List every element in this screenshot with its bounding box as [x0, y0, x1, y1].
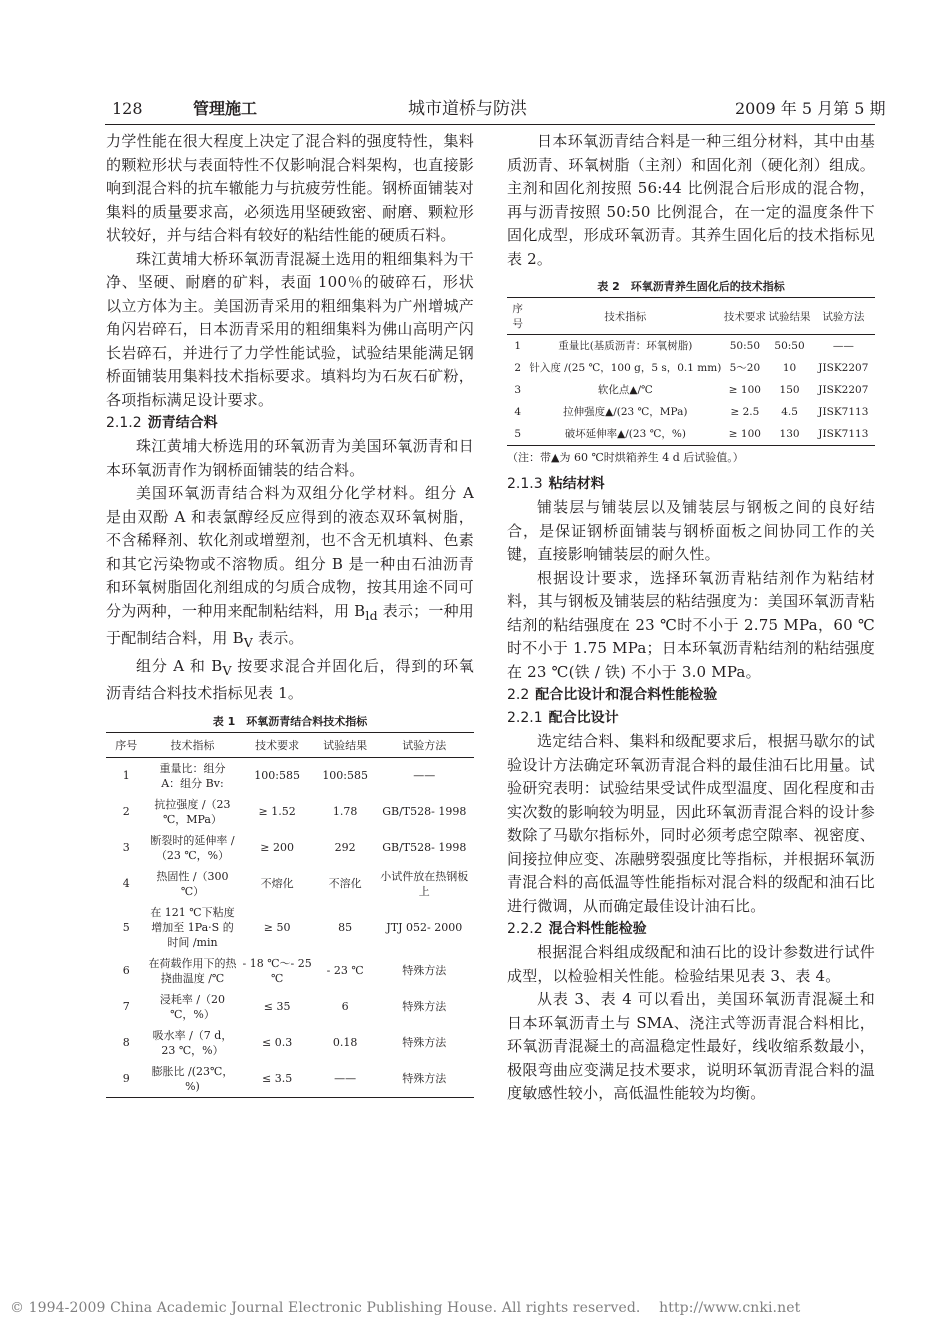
section-number: 2.2 [507, 687, 530, 703]
table-cell: 0.18 [332, 1036, 358, 1049]
table-cell: 150 [779, 384, 800, 396]
section-number: 2.2.2 [507, 921, 543, 937]
table-cell: 不溶化 [328, 877, 362, 890]
table-cell: 5～20 [729, 362, 761, 374]
table-cell: 2 [514, 362, 521, 374]
paragraph: 珠江黄埔大桥选用的环氧沥青为美国环氧沥青和日本环氧沥青作为钢桥面铺装的结合料。 [106, 437, 474, 479]
paragraph: 日本环氧沥青结合料是一种三组分材料，其中由基质沥青、环氧树脂（主剂）和固化剂（硬化剂）组成。主剂和固化剂按照 56:44 比例混合后形成的混合物，再与沥青按照 50:50 比例混合，在一定的温度条件下固化成型，形成环氧沥青。其养生固化后的技术指标见表 2。 [507, 132, 875, 268]
table-header-cell: 试验结果 [767, 298, 811, 335]
text-run: 表示。 [253, 629, 304, 647]
table-row [106, 866, 474, 902]
table-cell: 重量比(基质沥青：环氧树脂) [558, 340, 693, 352]
table-cell: 重量比：组分 A：组分 Bv: [159, 761, 226, 790]
table-cell: 拉伸强度▲/(23 ℃，MPa) [563, 406, 688, 418]
table-cell: 断裂时的延伸率 /（23 ℃，%） [150, 833, 235, 862]
section-number: 2.2.1 [507, 710, 543, 726]
table-cell: 特殊方法 [375, 1061, 474, 1098]
table-header-cell: 技术要求 [722, 298, 767, 335]
table-cell: 软化点▲/℃ [597, 384, 653, 396]
table-cell: 4.5 [781, 406, 798, 418]
table-cell: 针入度 /(25 ℃，100 g，5 s，0.1 mm) [529, 362, 722, 374]
table-row [106, 1061, 474, 1098]
table-cell: JISK2207 [818, 362, 869, 374]
paragraph: 珠江黄埔大桥环氧沥青混凝土选用的粗细集料为干净、坚硬、耐磨的矿料，表面 100％的破碎石，形状以立方体为主。美国沥青采用的粗细集料为广州增城产角闪岩碎石，日本沥青采用的粗细集料为佛山高明产闪长岩碎石，并进行了力学性能试验，试验结果能满足钢桥面铺装用集料技术指标要求。填料均为石灰石矿粉，各项指标满足设计要求。 [106, 249, 474, 409]
section-title: 配合比设计 [548, 710, 619, 726]
section-name: 管理施工 [193, 99, 258, 118]
paragraph: 铺装层与铺装层以及铺装层与钢板之间的良好结合，是保证钢桥面铺装与钢桥面板之间协同工作的关键，直接影响铺装层的耐久性。 [507, 498, 875, 563]
journal-title: 城市道桥与防洪 [408, 99, 527, 119]
table-header-cell: 技术指标 [146, 732, 238, 757]
table-cell: ≥ 1.52 [258, 805, 296, 818]
table-cell: 特殊方法 [402, 1000, 447, 1013]
table-cell: 在荷载作用下的热挠曲温度 /℃ [148, 956, 237, 985]
table-row [106, 794, 474, 830]
section-title: 沥青结合料 [147, 415, 218, 431]
table-cell: 热固性 /（300 ℃） [156, 869, 229, 898]
header-rule [105, 124, 875, 125]
text-run: 美国环氧沥青结合料为双组分化学材料。组分 A 是由双酚 A 和表氯醇经反应得到的液态双环氧树脂，不含稀释剂、软化剂或增塑剂，也不含无机填料、色素和其它污染物或不溶物质。组分 B 是一种由石油沥青和环氧树脂固化剂组成的匀质合成物，按其用途不同可分为两种，一种用来配制粘结料，用 B [106, 484, 474, 620]
table-cell: —— [316, 1061, 375, 1098]
table-cell: JISK7113 [812, 423, 875, 446]
table-cell: 100:585 [254, 769, 300, 782]
table-cell: 抗拉强度 /（23 ℃，MPa） [154, 797, 231, 826]
table-cell: ≤ 0.3 [261, 1036, 293, 1049]
table-caption: 表 2 环氧沥青养生固化后的技术指标 [597, 280, 785, 293]
table-cell: JISK2207 [818, 384, 869, 396]
table-cell: 5 [122, 920, 130, 934]
right-column [507, 130, 875, 1106]
table-cell: 在 121 ℃下粘度增加至 1Pa·S 的时间 /min [150, 905, 235, 949]
table-header-cell: 序号 [106, 732, 146, 757]
section-title: 混合料性能检验 [548, 921, 647, 937]
table-cell: ≥ 100 [728, 384, 761, 396]
table-cell: 6 [341, 1000, 349, 1013]
table-cell: 10 [782, 362, 797, 374]
table-cell: 85 [338, 920, 353, 934]
binder-spec-table [106, 732, 474, 1098]
text-run: 按要求混合并固化后，得到的环氧沥青结合料技术指标见表 1。 [106, 656, 474, 702]
table-cell: 膨胀比 /(23℃，%) [146, 1061, 238, 1098]
table-cell: 小试件放在热钢板上 [380, 869, 469, 898]
text-run: 表示；一种用于配制结合料，用 B [106, 601, 474, 647]
table-cell: - 23 ℃ [326, 964, 364, 977]
table-note: （注：带▲为 60 ℃时烘箱养生 4 d 后试验值。） [507, 451, 744, 464]
table-header-cell: 技术要求 [238, 732, 315, 757]
section-heading [507, 473, 875, 496]
table-row [106, 757, 474, 794]
table-row [106, 830, 474, 866]
section-heading [106, 412, 474, 435]
left-column [106, 130, 474, 1098]
section-number: 2.1.2 [106, 415, 142, 431]
paragraph: 选定结合料、集料和级配要求后，根据马歇尔的试验设计方法确定环氧沥青混合料的最佳油石比用量。试验研究表明：试验结果受试件成型温度、固化程度和击实次数的影响较为明显，因此环氧沥青混合料的设计参数除了马歇尔指标外，同时必须考虑空隙率、视密度、间接拉伸应变、冻融劈裂强度比等指标，并根据环氧沥青混合料的高低温等性能指标对混合料的级配和油石比进行微调，从而确定最佳设计油石比。 [507, 732, 875, 915]
subscript: ld [365, 607, 378, 623]
subscript: V [243, 635, 254, 650]
table-cell: 2 [122, 805, 130, 818]
subscript: V [222, 662, 232, 678]
table-cell: 8 [122, 1036, 130, 1049]
table-row [106, 902, 474, 953]
table-header-cell: 序号 [507, 298, 528, 335]
section-number: 2.1.3 [507, 476, 543, 492]
table-cell: 1 [122, 769, 130, 782]
table-row [507, 335, 875, 358]
table-row [507, 357, 875, 379]
table-cell: 130 [767, 423, 811, 446]
table-cell: GB/T528- 1998 [382, 805, 467, 818]
copyright-footer: © 1994-2009 China Academic Journal Electronic Publishing House. All rights reserved. http://www.cnki.net [10, 1300, 801, 1316]
paragraph: 力学性能在很大程度上决定了混合料的强度特性，集料的颗粒形状与表面特性不仅影响混合料架构，也直接影响到混合料的抗车辙能力与抗疲劳性能。钢桥面铺装对集料的质量要求高，必须选用坚硬致密、耐磨、颗粒形状较好，并与结合料有较好的粘结性能的硬质石料。 [106, 132, 474, 244]
table-row [106, 953, 474, 989]
table-cell: 50:50 [774, 340, 805, 352]
section-heading [507, 707, 875, 730]
cured-spec-table [507, 297, 875, 446]
section-title: 配合比设计和混合料性能检验 [535, 687, 718, 703]
table-cell: 不熔化 [260, 877, 294, 890]
table-cell: 100:585 [322, 769, 369, 782]
table-cell: 浸耗率 /（20 ℃，%） [159, 992, 226, 1021]
table-cell: ≥ 50 [263, 920, 291, 934]
table-cell: GB/T528- 1998 [382, 841, 467, 854]
table-cell: ≥ 2.5 [730, 406, 760, 418]
table-cell: 3 [514, 384, 521, 396]
paragraph [106, 655, 474, 706]
table-cell: 4 [514, 406, 521, 418]
table-row [106, 1025, 474, 1061]
table-cell: 特殊方法 [402, 964, 447, 977]
table-cell: 6 [122, 964, 130, 977]
table-cell: 破坏延伸率▲/(23 ℃，%) [528, 423, 722, 446]
table-row [106, 989, 474, 1025]
table-cell: 吸水率 /（7 d，23 ℃，%） [152, 1028, 233, 1057]
paragraph: 根据设计要求，选择环氧沥青粘结剂作为粘结材料，其与钢板及铺装层的粘结强度为：美国环氧沥青粘结剂的粘结强度在 23 ℃时不小于 2.75 MPa，60 ℃时不小于 1.75 MPa；日本环氧沥青粘结剂的粘结强度在 23 ℃(铁 / 铁) 不小于 3.0 MPa。 [507, 568, 875, 681]
issue-info: 2009 年 5 月第 5 期 [735, 99, 886, 118]
text-run: 组分 A 和 B [136, 656, 223, 675]
table-row [507, 379, 875, 401]
table-cell: —— [413, 769, 436, 782]
table-cell: 292 [334, 841, 356, 854]
table-cell: ≥ 200 [260, 841, 294, 854]
table-caption: 表 1 环氧沥青结合料技术指标 [212, 714, 368, 728]
paragraph [106, 482, 474, 655]
table-cell: - 18 ℃～- 25 ℃ [242, 956, 312, 985]
table-header-cell: 试验结果 [316, 732, 375, 757]
table-cell: ≤ 3.5 [238, 1061, 315, 1098]
table-cell: 3 [122, 841, 130, 854]
table-cell: 1 [514, 340, 521, 352]
table-cell: 9 [106, 1061, 146, 1098]
table-cell: 50:50 [729, 340, 760, 352]
paragraph: 根据混合料组成级配和油石比的设计参数进行试件成型，以检验相关性能。检验结果见表 3、表 4。 [507, 943, 875, 985]
table-cell: 4 [122, 877, 130, 890]
table-row [507, 423, 875, 446]
table-cell: 1.78 [332, 805, 358, 818]
section-heading [507, 918, 875, 941]
table-cell: —— [832, 340, 854, 352]
table-header-cell: 试验方法 [812, 298, 875, 335]
table-row [507, 401, 875, 423]
table-cell: ≤ 35 [263, 1000, 291, 1013]
section-title: 粘结材料 [548, 476, 605, 492]
table-header-cell: 试验方法 [375, 732, 474, 757]
table-cell: ≥ 100 [722, 423, 767, 446]
table-header-cell: 技术指标 [528, 298, 722, 335]
table-cell: JTJ 052- 2000 [386, 920, 463, 934]
paragraph: 从表 3、表 4 可以看出，美国环氧沥青混凝土和日本环氧沥青土与 SMA、浇注式等沥青混合料相比，环氧沥青混凝土的高温稳定性最好，线收缩系数最小，极限弯曲应变满足技术要求，说明环氧沥青混合料的温度敏感性较小，高低温性能较为均衡。 [507, 990, 875, 1102]
section-heading [507, 684, 875, 707]
table-cell: JISK7113 [818, 406, 869, 418]
table-cell: 7 [122, 1000, 130, 1013]
table-cell: 特殊方法 [402, 1036, 447, 1049]
page-number: 128 [112, 99, 143, 118]
table-cell: 5 [507, 423, 528, 446]
